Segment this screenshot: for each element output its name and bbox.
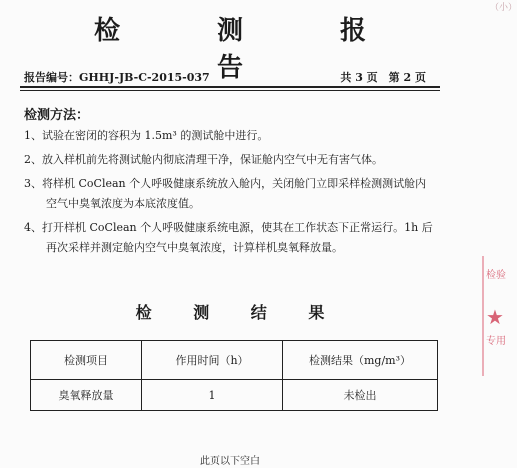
seal-text-top: 检验 (486, 270, 506, 281)
table-row (31, 380, 438, 411)
column-header: 检测项目 (31, 341, 142, 380)
report-title: 检 测 报 告 (93, 16, 411, 83)
report-number: 报告编号：GHHJ-JB-C-2015-037 (24, 71, 210, 84)
results-heading: 检 测 结 果 (135, 303, 343, 322)
step-line: 1、试验在密闭的容积为 1.5m³ 的测试舱中进行。 (24, 129, 269, 142)
table-cell: 臭氧释放量 (31, 380, 142, 411)
header-rule-thick (20, 86, 440, 88)
header-rule-thin (20, 90, 440, 91)
seal-text-bottom: 专用 (486, 336, 506, 347)
step-line: 3、将样机 CoClean 个人呼吸健康系统放入舱内，关闭舱门立即采样检测测试舱内 (24, 177, 427, 190)
star-icon: ★ (486, 305, 504, 329)
method-step-2 (24, 150, 444, 170)
page-info: 共 3 页 第 2 页 (340, 71, 426, 84)
method-heading: 检测方法： (24, 108, 90, 123)
column-header: 检测结果（mg/m³） (283, 341, 438, 380)
column-header: 作用时间（h） (142, 341, 283, 380)
method-step-4 (24, 218, 444, 258)
step-line-cont: 再次采样并测定舱内空气中臭氧浓度，计算样机臭氧释放量。 (46, 241, 343, 254)
method-step-1 (24, 126, 444, 146)
blank-below-note: 此页以下空白 (200, 456, 260, 467)
table-header-row (31, 341, 438, 380)
edge-mark: （小） (490, 3, 517, 13)
results-table (30, 340, 438, 411)
step-line: 4、打开样机 CoClean 个人呼吸健康系统电源，使其在工作状态下正常运行。1h 后 (24, 221, 433, 234)
step-line-cont: 空气中臭氧浓度为本底浓度值。 (46, 197, 200, 210)
table-cell: 1 (142, 380, 283, 411)
method-step-3 (24, 174, 444, 214)
table-cell: 未检出 (283, 380, 438, 411)
step-line: 2、放入样机前先将测试舱内彻底清理干净，保证舱内空气中无有害气体。 (24, 153, 383, 166)
